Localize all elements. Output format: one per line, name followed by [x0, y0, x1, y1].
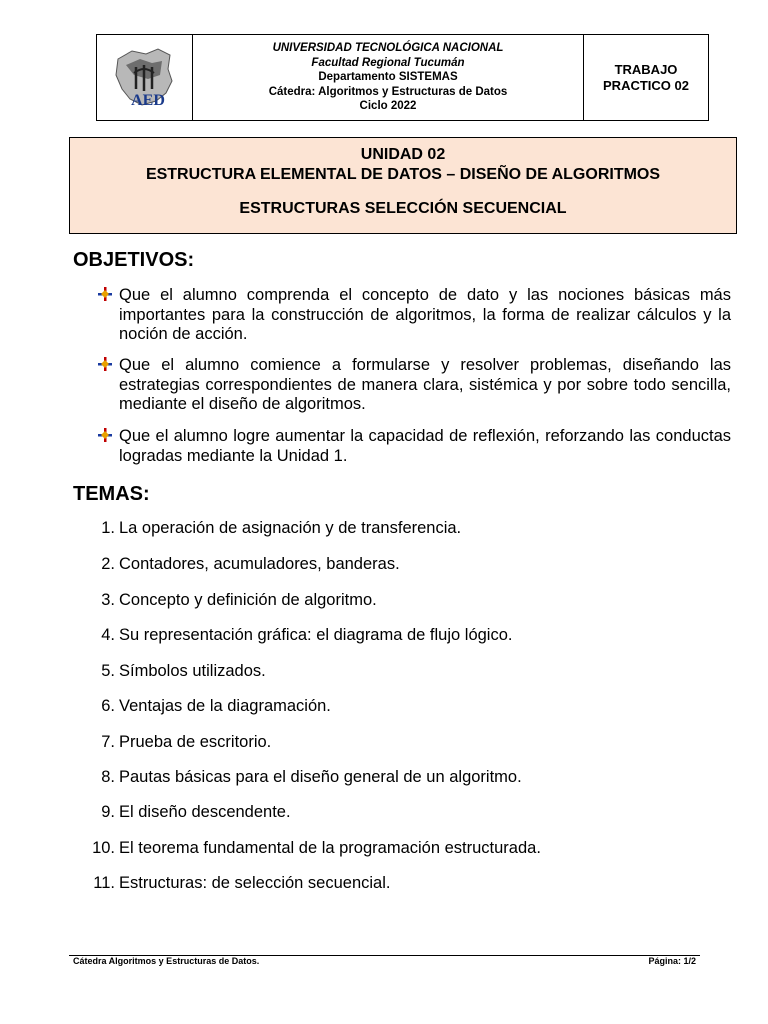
cycle-label: Ciclo 2022 — [359, 100, 417, 113]
topic-number: 4. — [101, 626, 115, 644]
chair-name: Cátedra: Algoritmos y Estructuras de Datos — [268, 85, 508, 98]
topic-item — [90, 838, 541, 858]
topic-text: La operación de asignación y de transferencia. — [119, 519, 462, 537]
topic-text: Símbolos utilizados. — [119, 662, 266, 680]
topic-text: Contadores, acumuladores, banderas. — [119, 555, 400, 573]
footer-page-number: Página: 1/2 — [648, 956, 696, 966]
university-logo-icon — [112, 45, 178, 111]
university-info — [193, 35, 584, 120]
topic-text: El diseño descendente. — [119, 803, 291, 821]
bullet-icon — [98, 428, 112, 442]
topic-item — [90, 518, 461, 538]
topic-number: 10. — [92, 839, 115, 857]
work-label-line2: PRACTICO 02 — [603, 77, 689, 93]
topic-item — [90, 802, 291, 822]
topic-number: 5. — [101, 662, 115, 680]
objective-item: Que el alumno comience a formularse y resolver problemas, diseñando las estrategias correspondientes de manera clara, sistémica y por sobre todo sencilla, mediante el diseño de algoritmos. — [119, 356, 731, 413]
topic-number: 1. — [101, 519, 115, 537]
objectives-heading: OBJETIVOS: — [73, 249, 195, 271]
topic-number: 9. — [101, 803, 115, 821]
topic-text: Concepto y definición de algoritmo. — [119, 591, 377, 609]
topics-heading: TEMAS: — [73, 483, 150, 505]
topic-item — [90, 696, 331, 716]
topic-text: Su representación gráfica: el diagrama de flujo lógico. — [119, 626, 513, 644]
topic-item — [90, 767, 522, 787]
topic-number: 2. — [101, 555, 115, 573]
work-label — [584, 35, 708, 120]
bullet-icon — [98, 287, 112, 301]
department-name: Departamento SISTEMAS — [318, 71, 458, 84]
unit-subtitle: ESTRUCTURA ELEMENTAL DE DATOS – DISEÑO DE ALGORITMOS — [145, 166, 661, 183]
topic-text: Ventajas de la diagramación. — [119, 697, 331, 715]
objective-item: Que el alumno comprenda el concepto de dato y las nociones básicas más importantes para la construcción de algoritmos, la forma de realizar cálculos y la noción de acción. — [119, 286, 731, 343]
logo-text: AED — [130, 91, 165, 109]
topic-number: 3. — [101, 591, 115, 609]
unit-box — [69, 137, 737, 234]
topic-item — [90, 625, 512, 645]
footer-chair: Cátedra Algoritmos y Estructuras de Datos. — [73, 956, 260, 966]
university-name: UNIVERSIDAD TECNOLÓGICA NACIONAL — [272, 42, 504, 55]
objective-item: Que el alumno logre aumentar la capacidad de reflexión, reforzando las conductas logradas mediante la Unidad 1. — [119, 427, 731, 465]
header-table — [96, 34, 709, 121]
faculty-name: Facultad Regional Tucumán — [311, 56, 465, 69]
topic-number: 6. — [101, 697, 115, 715]
bullet-icon — [98, 357, 112, 371]
work-label-line1: TRABAJO — [614, 61, 678, 77]
topic-text: Pautas básicas para el diseño general de un algoritmo. — [119, 768, 522, 786]
unit-title: UNIDAD 02 — [360, 146, 446, 163]
unit-topic: ESTRUCTURAS SELECCIÓN SECUENCIAL — [239, 200, 567, 217]
topic-item — [90, 873, 390, 893]
topic-number: 8. — [101, 768, 115, 786]
topic-text: El teorema fundamental de la programación estructurada. — [119, 839, 541, 857]
topic-text: Estructuras: de selección secuencial. — [119, 874, 391, 892]
topic-number: 7. — [101, 733, 115, 751]
topic-item — [90, 554, 400, 574]
logo-cell — [97, 35, 193, 120]
topic-item — [90, 661, 266, 681]
topic-number: 11. — [93, 874, 115, 892]
topic-item — [90, 732, 271, 752]
topic-item — [90, 590, 377, 610]
topic-text: Prueba de escritorio. — [119, 733, 272, 751]
